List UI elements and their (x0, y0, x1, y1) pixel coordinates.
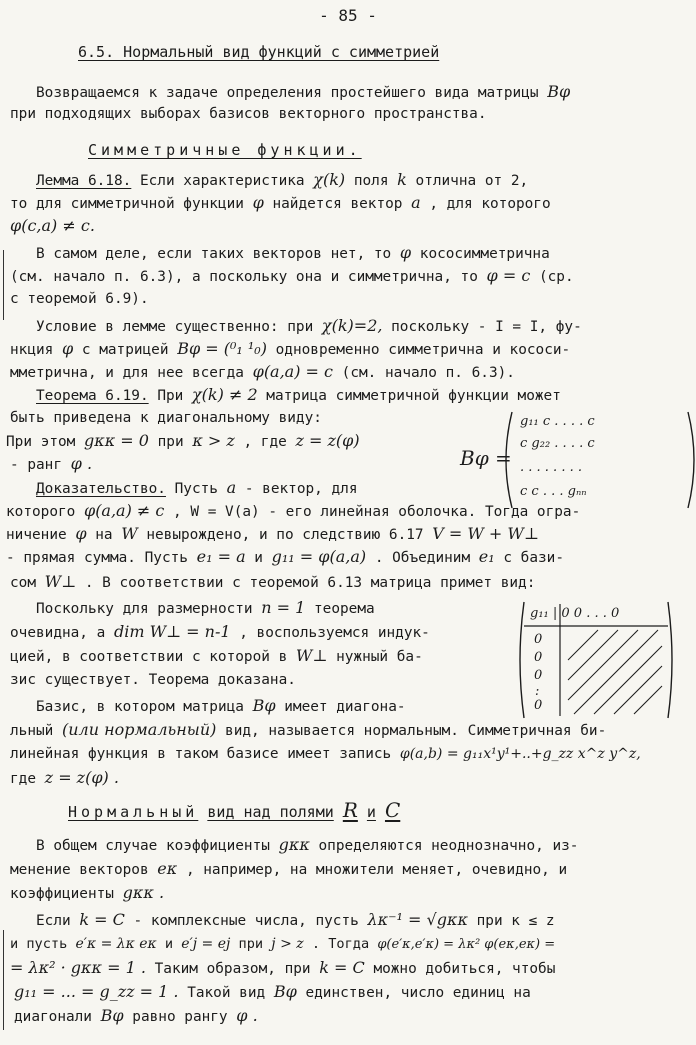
text-line (6, 524, 539, 545)
text-line (10, 670, 296, 690)
formula: φ . (70, 454, 93, 473)
text-line (36, 385, 561, 406)
formula: j > z (271, 936, 304, 952)
lemma-label: Лемма 6.18. (36, 173, 132, 189)
formula: gκκ = 0 (83, 431, 149, 450)
text: Таким образом, при (154, 961, 311, 977)
text: отлична от 2, (415, 173, 529, 189)
text: Если характеристика (139, 173, 305, 189)
formula: φ = c (486, 266, 531, 285)
text: . Объединим (374, 550, 471, 566)
text: на (95, 527, 113, 543)
formula: eκ (157, 859, 178, 878)
text-line (10, 266, 574, 287)
formula: C (384, 798, 401, 822)
text: и (254, 550, 263, 566)
formula: e′j = ej (181, 936, 231, 952)
text: невырождено, и по следствию 6.17 (146, 527, 424, 543)
matrix-label: Bφ = (460, 446, 512, 470)
text-line (14, 982, 531, 1003)
formula: φ (399, 243, 412, 262)
scan-edge-mark (3, 250, 4, 320)
formula: a (411, 193, 421, 212)
text: можно добиться, чтобы (373, 961, 556, 977)
text-line (10, 934, 555, 955)
text-line (10, 859, 567, 880)
text-line (10, 768, 119, 789)
formula: Bφ (252, 696, 276, 715)
text-line (36, 170, 528, 191)
block-col-entry: 0 (534, 632, 543, 647)
subheading-normal-form (68, 800, 400, 822)
text-line (36, 835, 578, 856)
theorem-label: Теорема 6.19. (36, 388, 149, 404)
formula: φ (252, 193, 264, 212)
formula: g₁₁ = ... = g_zz = 1 . (14, 982, 179, 1001)
text: линейная функция в таком базисе имеет запись (10, 746, 392, 762)
scan-edge-mark (3, 930, 4, 1030)
matrix-row: . . . . . . . . (520, 460, 582, 475)
text: . В соответствии с теоремой 6.13 матрица примет вид: (84, 575, 536, 591)
text-line (6, 431, 360, 452)
formula: z = z(φ) (295, 431, 360, 450)
text: при подходящих выборах базисов векторного пространства. (10, 106, 487, 122)
text: (см. начало п. 6.3). (341, 365, 515, 381)
text: , например, на множители меняет, очевидно, и (185, 862, 568, 878)
formula: W⊥ (295, 646, 328, 665)
formula: κ > z (192, 431, 235, 450)
text: и (164, 936, 174, 952)
subheading-text: Нормальный (68, 803, 199, 821)
text: . Тогда (311, 936, 370, 952)
text: определяются неоднозначно, из- (318, 838, 579, 854)
text-line (10, 408, 322, 428)
formula: χ(k)=2, (321, 316, 383, 335)
page-number: - 85 - (319, 6, 377, 25)
formula: φ (75, 524, 87, 543)
text: Возвращаемся к задаче определения простейшего вида матрицы (36, 85, 539, 101)
text: а поскольку она и симметрична, то (191, 269, 478, 285)
formula: φ(c,a) ≠ c. (10, 216, 95, 235)
text-line (10, 454, 92, 475)
text: нужный ба- (336, 649, 423, 665)
text: менение векторов (10, 862, 149, 878)
text: сом (10, 575, 36, 591)
formula: a (226, 478, 237, 497)
text: с матрицей (81, 342, 169, 358)
text-line (36, 598, 375, 619)
text-line (36, 243, 550, 264)
text: которого (6, 504, 76, 520)
text: цией, в соответствии с которой в (10, 649, 288, 665)
formula: φ(a,a) ≠ c (83, 501, 165, 520)
text: - ранг (10, 457, 62, 473)
formula: W⊥ (44, 572, 77, 591)
matrix-row: g₁₁ c . . . . c (520, 414, 595, 429)
block-top-row: g₁₁ | 0 0 . . . 0 (530, 606, 620, 621)
text: при (238, 936, 264, 952)
handwritten-text: (или нормальный) (62, 720, 217, 739)
text: одновременно симметрична и кососи- (275, 342, 571, 358)
text: При (157, 388, 184, 404)
text: , где (243, 434, 287, 450)
text: Базис, в котором матрица (36, 699, 244, 715)
text-line (10, 720, 606, 741)
text: при κ ≤ z (476, 913, 555, 929)
text: мметрична, и для нее всегда (10, 365, 244, 381)
text-line (36, 316, 582, 337)
matrix-row: c c . . . gₙₙ (520, 484, 587, 499)
text: теорема (314, 601, 375, 617)
formula: Bφ (100, 1006, 124, 1025)
text-line (10, 216, 95, 237)
formula: φ . (236, 1006, 258, 1025)
block-matrix (516, 600, 676, 724)
text-line (14, 1006, 258, 1027)
formula: e₁ = a (196, 547, 246, 566)
text: то для симметричной функции (10, 196, 244, 212)
text-line (10, 289, 149, 309)
subheading-text: Симметричные функции. (88, 141, 362, 159)
block-col-entry: : (535, 684, 540, 699)
text: матрица симметричной функции может (266, 388, 561, 404)
subheading-text: и (366, 803, 376, 821)
text-line (10, 104, 487, 124)
formula: φ(a,a) = c (252, 362, 333, 381)
text-line (10, 646, 423, 667)
text: диагонали (14, 1009, 92, 1025)
text: Условие в лемме существенно: при (36, 319, 314, 335)
text: кососимметрична (419, 246, 550, 262)
text: - вектор, для (244, 481, 358, 497)
formula: = λκ² · gκκ = 1 . (10, 958, 146, 977)
formula: φ(e′κ,e′κ) = λκ² φ(eκ,eκ) = (377, 937, 556, 952)
subheading-symmetric (88, 140, 362, 160)
text-line (36, 478, 358, 499)
formula: k = C (319, 958, 365, 977)
text: (ср. (538, 269, 574, 285)
text-line (10, 572, 535, 593)
formula: z = z(φ) . (44, 768, 119, 787)
text: Поскольку для размерности (36, 601, 253, 617)
text: с бази- (503, 550, 565, 566)
formula: gκκ (278, 835, 310, 854)
formula: k = C (79, 910, 125, 929)
text: при (157, 434, 184, 450)
formula: g₁₁ = φ(a,a) (271, 547, 367, 566)
text: найдется вектор (272, 196, 403, 212)
text-line (10, 193, 551, 214)
formula: e₁ (478, 547, 495, 566)
text: равно рангу (132, 1009, 228, 1025)
text-line (6, 547, 564, 568)
text: очевидна, а (10, 625, 106, 641)
text-line (10, 362, 515, 383)
subheading-text: вид над полями (207, 803, 334, 821)
text: - прямая сумма. Пусть (6, 550, 188, 566)
formula: χ(k) (313, 170, 346, 189)
formula: e′κ = λκ eκ (75, 936, 157, 952)
text: и пусть (10, 936, 68, 952)
text: нкция (10, 342, 54, 358)
section-title (78, 42, 439, 62)
text: (см. начало п. 6.3), (10, 269, 184, 285)
text: быть приведена к диагональному виду: (10, 410, 322, 426)
formula: n = 1 (261, 598, 306, 617)
text: Если (36, 913, 71, 929)
text-line (10, 958, 555, 979)
formula: χ(k) ≠ 2 (191, 385, 258, 404)
text: Такой вид (187, 985, 266, 1001)
text: зис существует. Теорема доказана. (10, 672, 296, 688)
formula: λκ⁻¹ = √gκκ (367, 910, 468, 929)
text: поскольку - I = I, фу- (391, 319, 582, 335)
text: имеет диагона- (284, 699, 406, 715)
formula: dim W⊥ = n-1 (113, 622, 231, 641)
block-col-entry: 0 (534, 698, 543, 713)
text-line (6, 501, 580, 522)
text-line (10, 339, 570, 360)
text: поля (353, 173, 389, 189)
text: , W = V(a) - его линейная оболочка. Тогда огра- (173, 504, 581, 520)
block-col-entry: 0 (534, 650, 543, 665)
text-line (10, 622, 430, 643)
text: , воспользуемся индук- (239, 625, 430, 641)
block-col-entry: 0 (534, 668, 543, 683)
section-title-text: 6.5. Нормальный вид функций с симметрией (78, 43, 440, 61)
text: единствен, число единиц на (305, 985, 531, 1001)
text: В самом деле, если таких векторов нет, то (36, 246, 392, 262)
formula: gκκ . (122, 883, 165, 902)
formula: V = W + W⊥ (432, 524, 539, 543)
text-line (36, 82, 570, 103)
proof-label: Доказательство. (36, 481, 166, 497)
text: с теоремой 6.9). (10, 291, 149, 307)
formula: Bφ (273, 982, 297, 1001)
formula: Bφ = (⁰₁ ¹₀) (177, 339, 267, 358)
text: где (10, 771, 36, 787)
text: - комплексные числа, пусть (133, 913, 359, 929)
text: В общем случае коэффициенты (36, 838, 270, 854)
text: При этом (6, 434, 76, 450)
text-line (10, 883, 164, 904)
formula: k (397, 170, 407, 189)
text-line (10, 744, 641, 764)
formula: W (121, 524, 138, 543)
text-line (36, 910, 555, 931)
text: Пусть (174, 481, 218, 497)
formula: Bφ (547, 82, 571, 101)
formula: φ(a,b) = g₁₁x¹y¹+..+g_zz x^z y^z, (399, 746, 641, 762)
text: коэффициенты (10, 886, 114, 902)
formula: R (342, 798, 358, 822)
text: ничение (6, 527, 67, 543)
matrix-row: c g₂₂ . . . . c (520, 436, 595, 451)
text: вид, называется нормальным. Симметричная би- (225, 723, 607, 739)
text: , для которого (429, 196, 551, 212)
text: льный (10, 723, 54, 739)
text-line (36, 696, 406, 717)
formula: φ (62, 339, 74, 358)
